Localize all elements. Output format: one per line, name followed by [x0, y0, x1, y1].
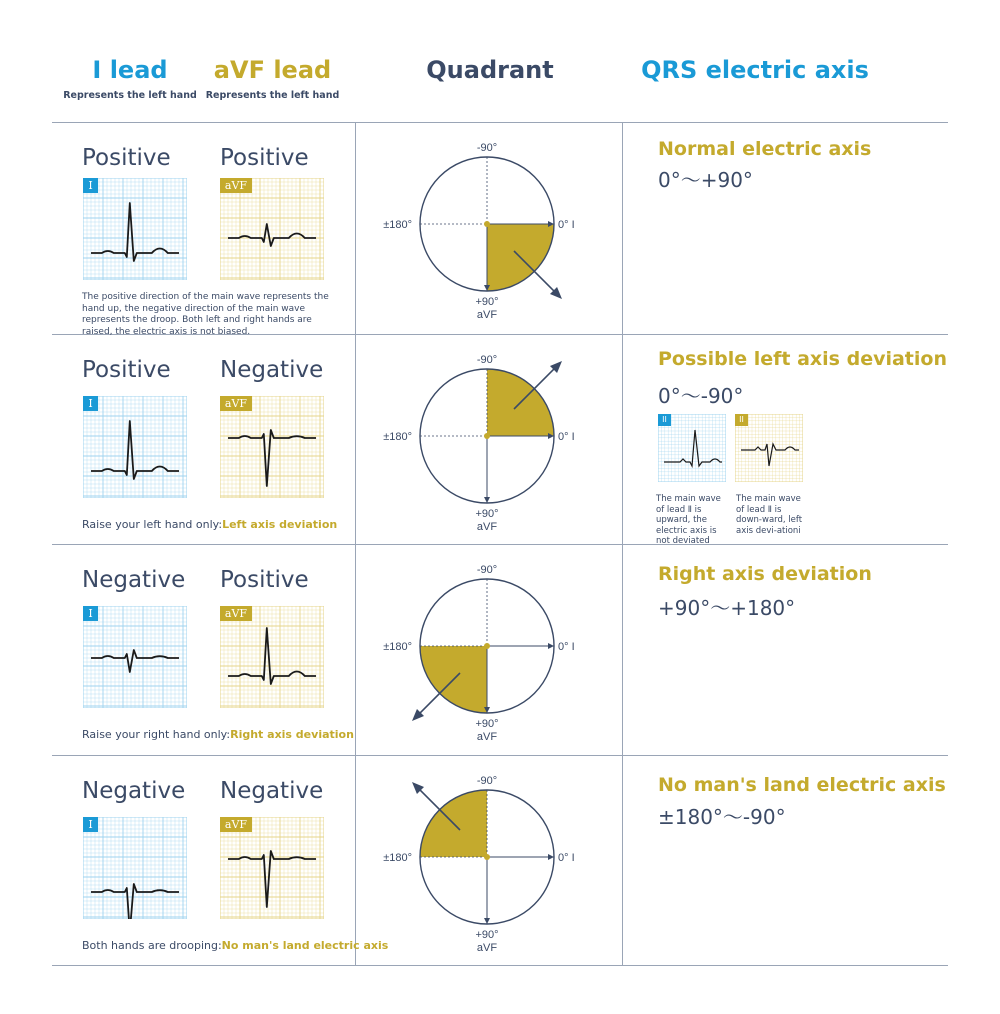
label-0-i: 0° I	[558, 219, 575, 231]
lead1-tag: I	[83, 396, 98, 411]
result-range: 0°～+90°	[658, 168, 753, 192]
label-avf: aVF	[476, 309, 498, 321]
label-minus-90: -90°	[476, 142, 498, 154]
avf-sign: Negative	[220, 357, 324, 383]
row-note: The positive direction of the main wave represents the hand up, the negative direction of the main wave represents the droop. Both left and right hands are raised, the electric axis is not biased.	[82, 292, 329, 337]
header-lead1-sub: Represents the left hand	[63, 90, 197, 101]
lead1-sign: Positive	[82, 357, 171, 383]
quadrant-diagram	[365, 767, 605, 959]
row-caption	[82, 939, 388, 952]
label-avf: aVF	[476, 942, 498, 954]
lead1-ecg-strip	[83, 396, 187, 502]
avf-ecg-strip	[220, 396, 324, 502]
label-180: ±180°	[383, 219, 412, 231]
label-plus-90: +90°	[475, 296, 499, 308]
label-avf: aVF	[476, 731, 498, 743]
mini-tag-1: II	[658, 414, 671, 426]
avf-tag: aVF	[220, 178, 252, 193]
quadrant-diagram	[365, 134, 605, 326]
label-minus-90: -90°	[476, 354, 498, 366]
center-dot	[484, 854, 490, 860]
lead1-ecg-strip	[83, 606, 187, 712]
lead1-sign: Positive	[82, 145, 171, 171]
header-axis: QRS electric axis	[641, 56, 869, 84]
avf-tag: aVF	[220, 396, 252, 411]
result-title: No man's land electric axis	[658, 774, 946, 796]
axis-row-4	[52, 755, 948, 965]
lead1-tag: I	[83, 817, 98, 832]
header-lead1-title: I lead	[92, 56, 168, 84]
avf-ecg-strip	[220, 178, 324, 284]
header-avf-sub: Represents the left hand	[205, 90, 340, 101]
axis-avf-arrowhead	[484, 497, 490, 503]
avf-tag: aVF	[220, 817, 252, 832]
header-lead1	[60, 55, 200, 103]
axis-row-2	[52, 334, 948, 544]
caption-text: Both hands are drooping:	[82, 939, 222, 952]
label-180: ±180°	[383, 431, 412, 443]
caption-highlight: Right axis deviation	[230, 728, 354, 741]
label-180: ±180°	[383, 641, 412, 653]
label-minus-90: -90°	[476, 775, 498, 787]
result-range: ±180°～-90°	[658, 805, 786, 829]
center-dot	[484, 643, 490, 649]
header-quadrant: Quadrant	[426, 56, 554, 84]
divider-bottom	[52, 965, 948, 966]
result-title: Normal electric axis	[658, 138, 872, 160]
quadrant-diagram	[365, 346, 605, 538]
axis-i-arrowhead	[548, 854, 554, 860]
quadrant-diagram	[365, 556, 605, 748]
label-plus-90: +90°	[475, 929, 499, 941]
caption-highlight: Left axis deviation	[222, 518, 338, 531]
label-minus-90: -90°	[476, 564, 498, 576]
avf-sign: Positive	[220, 567, 309, 593]
center-dot	[484, 433, 490, 439]
label-0-i: 0° I	[558, 641, 575, 653]
center-dot	[484, 221, 490, 227]
lead1-tag: I	[83, 606, 98, 621]
label-0-i: 0° I	[558, 852, 575, 864]
mini-note-1: The main wave of lead Ⅱ is upward, the electric axis is not deviated	[656, 494, 721, 546]
axis-row-1	[52, 122, 948, 337]
label-plus-90: +90°	[475, 718, 499, 730]
axis-avf-arrowhead	[484, 918, 490, 924]
label-avf: aVF	[476, 521, 498, 533]
label-plus-90: +90°	[475, 508, 499, 520]
label-180: ±180°	[383, 852, 412, 864]
lead1-sign: Negative	[82, 778, 186, 804]
header-avf	[200, 55, 345, 103]
lead1-tag: I	[83, 178, 98, 193]
axis-row-3	[52, 544, 948, 754]
caption-text: Raise your left hand only:	[82, 518, 223, 531]
caption-highlight: No man's land electric axis	[221, 939, 389, 952]
result-range: +90°～+180°	[658, 596, 796, 620]
avf-tag: aVF	[220, 606, 252, 621]
mini-tag-2: II	[735, 414, 748, 426]
result-title: Possible left axis deviation	[658, 348, 947, 370]
avf-sign: Positive	[220, 145, 309, 171]
row-caption	[82, 518, 337, 531]
label-0-i: 0° I	[558, 431, 575, 443]
row-caption	[82, 728, 354, 741]
avf-sign: Negative	[220, 778, 324, 804]
avf-ecg-strip	[220, 606, 324, 712]
avf-ecg-strip	[220, 817, 324, 923]
result-title: Right axis deviation	[658, 563, 872, 585]
axis-i-arrowhead	[548, 643, 554, 649]
caption-text: Raise your right hand only:	[82, 728, 231, 741]
mini-note-2: The main wave of lead Ⅱ is down-ward, left axis devi-ationi	[736, 494, 803, 536]
lead1-sign: Negative	[82, 567, 186, 593]
lead1-ecg-strip	[83, 178, 187, 284]
header-avf-title: aVF lead	[213, 56, 332, 84]
result-range: 0°～-90°	[658, 384, 744, 408]
lead1-ecg-strip	[83, 817, 187, 923]
